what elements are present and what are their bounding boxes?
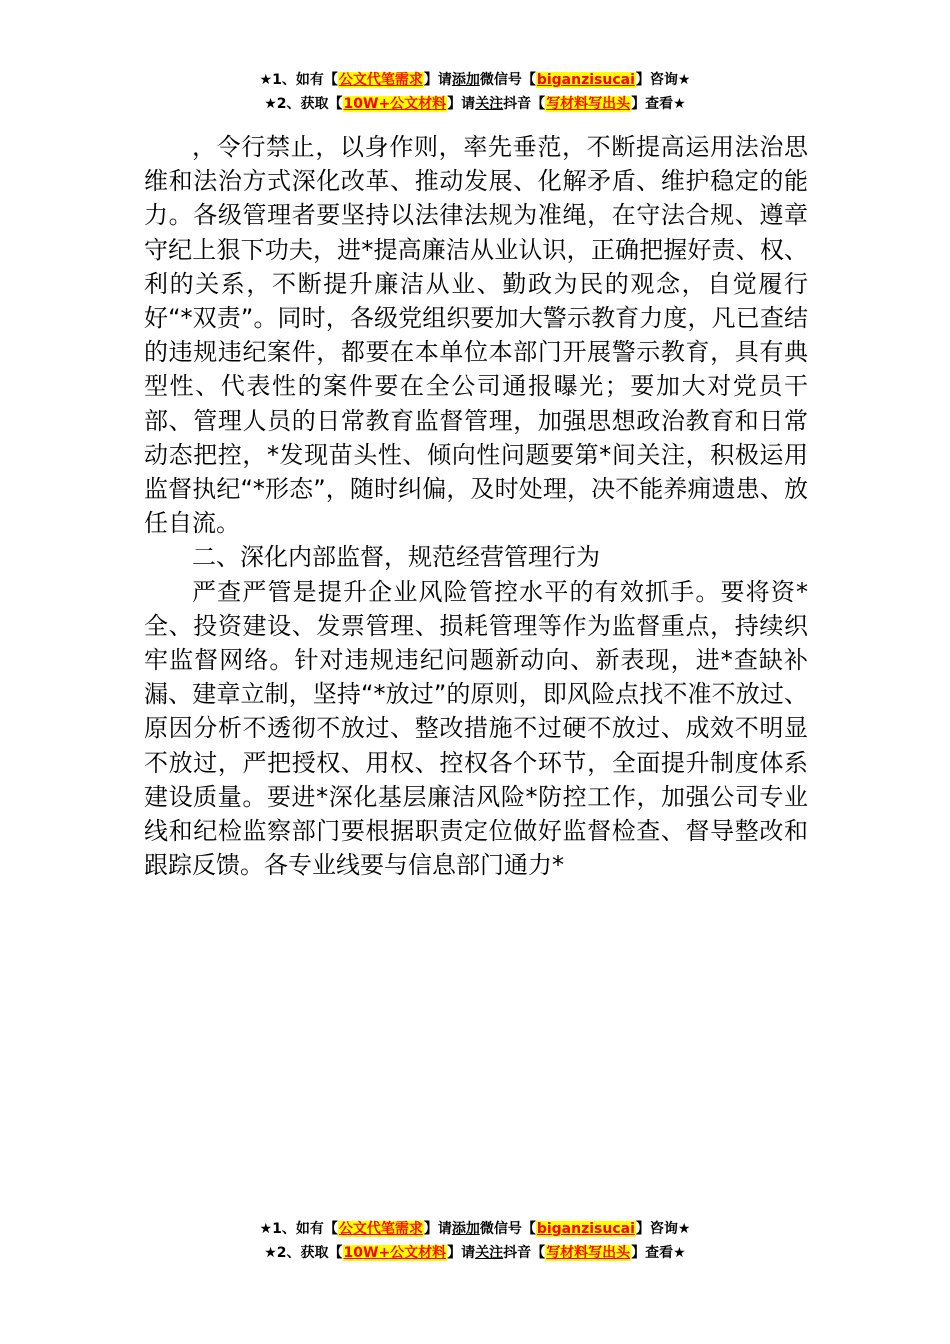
banner-highlight-douyin-id: 写材料写出头 — [546, 96, 631, 112]
banner-text: 】查看★ — [631, 1245, 686, 1261]
document-body — [144, 130, 808, 882]
banner-text: 抖音【 — [503, 96, 546, 112]
paragraph-1: ，令行禁止，以身作则，率先垂范，不断提高运用法治思维和法治方式深化改革、推动发展、化解矛盾、维护稳定的能力。各级管理者要坚持以法律法规为准绳，在守法合规、遵章守纪上狠下功夫，进*提高廉洁从业认识，正确把握好责、权、利的关系，不断提升廉洁从业、勤政为民的观念，自觉履行好“*双责”。同时，各级党组织要加大警示教育力度，凡已查结的违规违纪案件，都要在本单位本部门开展警示教育，具有典型性、代表性的案件要在全公司通报曝光；要加大对党员干部、管理人员的日常教育监督管理，加强思想政治教育和日常动态把控，*发现苗头性、倾向性问题要第*间关注，积极运用监督执纪“*形态”，随时纠偏，及时处理，决不能养痈遗患、放任自流。 — [144, 133, 808, 538]
banner-text: 】咨询★ — [635, 1221, 691, 1237]
banner-line-2 — [0, 1241, 950, 1265]
footer-banner — [0, 1217, 950, 1265]
banner-text: 抖音【 — [503, 1245, 546, 1261]
banner-underline-text: 添加 — [451, 72, 480, 88]
banner-text: 】请 — [447, 96, 476, 112]
banner-highlight-wechat-id: biganzisucai — [536, 72, 635, 88]
section-heading-2: 二、深化内部监督，规范经营管理行为 — [192, 543, 600, 572]
banner-text: 微信号【 — [479, 1221, 536, 1237]
banner-text: 】请 — [423, 72, 452, 88]
header-banner — [0, 68, 950, 116]
banner-text: ★1、如有【 — [259, 72, 338, 88]
banner-text: 】请 — [423, 1221, 452, 1237]
banner-highlight-wechat-id: biganzisucai — [536, 1221, 635, 1237]
banner-highlight-douyin-id: 写材料写出头 — [546, 1245, 631, 1261]
banner-text: 】咨询★ — [635, 72, 691, 88]
banner-text: 微信号【 — [479, 72, 536, 88]
banner-line-1 — [0, 68, 950, 92]
banner-highlight-materials: 10W+公文材料 — [343, 1245, 447, 1261]
banner-line-1 — [0, 1217, 950, 1241]
banner-text: ★2、获取【 — [264, 96, 343, 112]
banner-text: ★2、获取【 — [264, 1245, 343, 1261]
banner-underline-text: 关注 — [475, 1245, 504, 1261]
banner-underline-text: 关注 — [475, 96, 504, 112]
paragraph-2: 严查严管是提升企业风险管控水平的有效抓手。要将资*全、投资建设、发票管理、损耗管理等作为监督重点，持续织牢监督网络。针对违规违纪问题新动向、新表现，进*查缺补漏、建章立制，坚持“*放过”的原则，即风险点找不准不放过、原因分析不透彻不放过、整改措施不过硬不放过、成效不明显不放过，严把授权、用权、控权各个环节，全面提升制度体系建设质量。要进*深化基层廉洁风险*防控工作，加强公司专业线和纪检监察部门要根据职责定位做好监督检查、督导整改和跟踪反馈。各专业线要与信息部门通力* — [144, 577, 808, 880]
banner-highlight-service: 公文代笔需求 — [338, 1221, 423, 1237]
banner-text: ★1、如有【 — [259, 1221, 338, 1237]
banner-text: 】查看★ — [631, 96, 686, 112]
banner-highlight-service: 公文代笔需求 — [338, 72, 423, 88]
banner-underline-text: 添加 — [451, 1221, 480, 1237]
banner-text: 】请 — [447, 1245, 476, 1261]
banner-line-2 — [0, 92, 950, 116]
banner-highlight-materials: 10W+公文材料 — [343, 96, 447, 112]
